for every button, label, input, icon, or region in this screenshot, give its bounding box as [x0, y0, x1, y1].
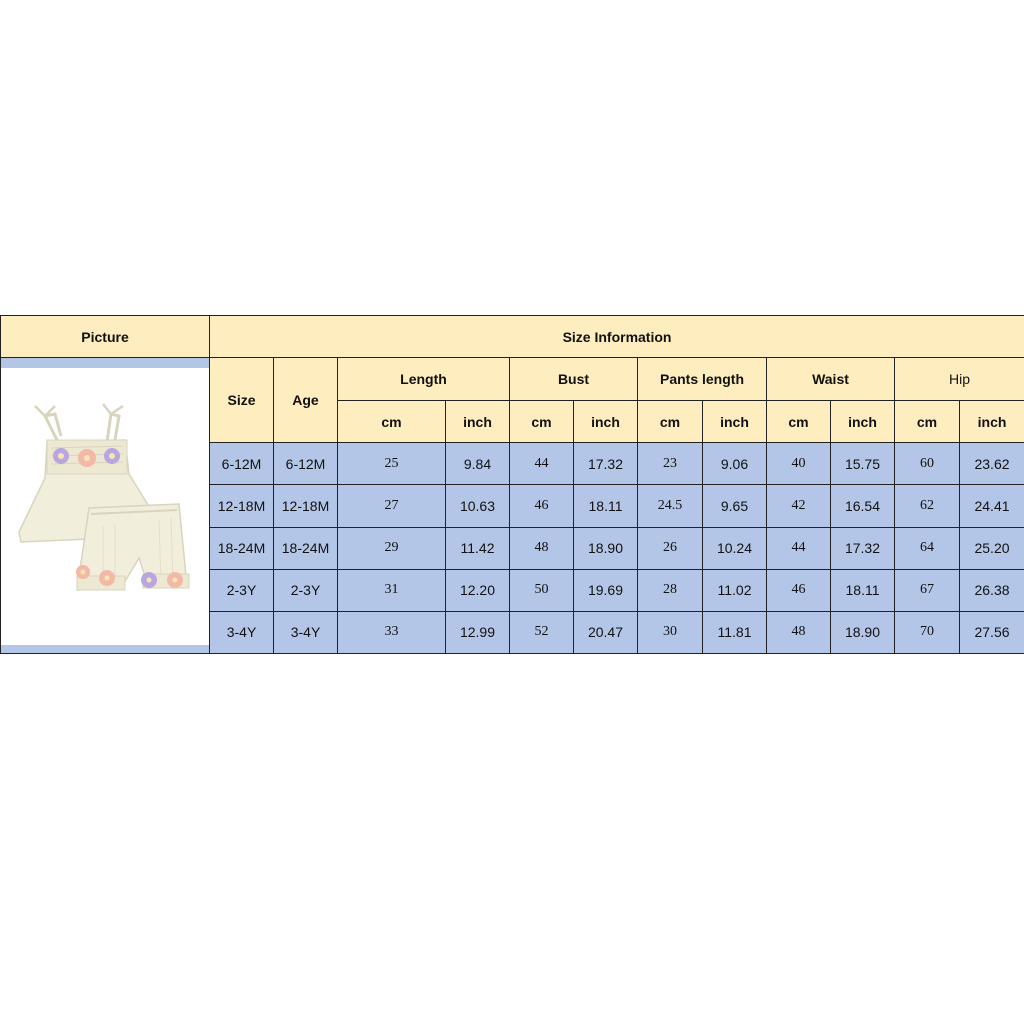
pants-length-inch-header: inch	[703, 401, 767, 443]
hip-cm-header: cm	[895, 401, 960, 443]
length-inch-cell: 12.99	[446, 611, 510, 653]
hip-cm-cell: 62	[895, 485, 960, 527]
waist-cm-cell: 46	[767, 569, 831, 611]
pants-length-cm-cell: 23	[638, 443, 703, 485]
pants-length-inch-cell: 10.24	[703, 527, 767, 569]
hip-cm-cell: 70	[895, 611, 960, 653]
length-inch-cell: 12.20	[446, 569, 510, 611]
flower-pink-1	[78, 449, 96, 467]
picture-band-top	[1, 358, 209, 368]
waist-cm-header: cm	[767, 401, 831, 443]
size-cell: 6-12M	[210, 443, 274, 485]
size-cell: 2-3Y	[210, 569, 274, 611]
bust-inch-cell: 18.11	[574, 485, 638, 527]
size-chart-table	[0, 315, 1024, 654]
bust-inch-cell: 18.90	[574, 527, 638, 569]
flower-pink-4	[167, 572, 183, 588]
pants-length-cm-header: cm	[638, 401, 703, 443]
age-cell: 12-18M	[274, 485, 338, 527]
hip-inch-cell: 24.41	[960, 485, 1024, 527]
waist-group-header: Waist	[767, 358, 895, 401]
hip-inch-cell: 26.38	[960, 569, 1024, 611]
size-chart	[0, 315, 1024, 654]
waist-inch-cell: 17.32	[831, 527, 895, 569]
pants-length-inch-cell: 11.02	[703, 569, 767, 611]
waist-cm-cell: 42	[767, 485, 831, 527]
bust-inch-cell: 19.69	[574, 569, 638, 611]
pants-length-group-header: Pants length	[638, 358, 767, 401]
pants-length-cm-cell: 28	[638, 569, 703, 611]
age-cell: 2-3Y	[274, 569, 338, 611]
length-inch-cell: 10.63	[446, 485, 510, 527]
bust-cm-cell: 46	[510, 485, 574, 527]
flower-purple-1	[53, 448, 69, 464]
size-cell: 3-4Y	[210, 611, 274, 653]
baby-outfit-image	[11, 396, 199, 646]
waist-inch-cell: 18.90	[831, 611, 895, 653]
bust-cm-header: cm	[510, 401, 574, 443]
hip-inch-cell: 27.56	[960, 611, 1024, 653]
waist-inch-cell: 15.75	[831, 443, 895, 485]
waist-cm-cell: 40	[767, 443, 831, 485]
pants-length-cm-cell: 30	[638, 611, 703, 653]
hip-inch-header: inch	[960, 401, 1024, 443]
picture-header: Picture	[1, 316, 210, 358]
bust-inch-cell: 17.32	[574, 443, 638, 485]
pants-length-cm-cell: 26	[638, 527, 703, 569]
age-column-header: Age	[274, 358, 338, 443]
length-group-header: Length	[338, 358, 510, 401]
picture-band-bottom	[1, 645, 209, 653]
product-picture-cell	[1, 358, 210, 654]
waist-cm-cell: 48	[767, 611, 831, 653]
hip-cm-cell: 60	[895, 443, 960, 485]
length-cm-header: cm	[338, 401, 446, 443]
waist-cm-cell: 44	[767, 527, 831, 569]
waist-inch-cell: 16.54	[831, 485, 895, 527]
length-cm-cell: 33	[338, 611, 446, 653]
title-row	[1, 316, 1024, 358]
age-cell: 6-12M	[274, 443, 338, 485]
flower-pink-2	[76, 565, 90, 579]
age-cell: 3-4Y	[274, 611, 338, 653]
pants-length-inch-cell: 9.06	[703, 443, 767, 485]
hip-cm-cell: 64	[895, 527, 960, 569]
bust-cm-cell: 52	[510, 611, 574, 653]
pants-length-inch-cell: 9.65	[703, 485, 767, 527]
bust-cm-cell: 44	[510, 443, 574, 485]
size-cell: 12-18M	[210, 485, 274, 527]
size-cell: 18-24M	[210, 527, 274, 569]
bust-group-header: Bust	[510, 358, 638, 401]
hip-inch-cell: 25.20	[960, 527, 1024, 569]
flower-pink-3	[99, 570, 115, 586]
bust-inch-header: inch	[574, 401, 638, 443]
hip-inch-cell: 23.62	[960, 443, 1024, 485]
bust-inch-cell: 20.47	[574, 611, 638, 653]
pants-length-inch-cell: 11.81	[703, 611, 767, 653]
bust-cm-cell: 48	[510, 527, 574, 569]
group-header-row	[1, 358, 1024, 401]
pants-length-cm-cell: 24.5	[638, 485, 703, 527]
age-cell: 18-24M	[274, 527, 338, 569]
size-column-header: Size	[210, 358, 274, 443]
length-cm-cell: 31	[338, 569, 446, 611]
bust-cm-cell: 50	[510, 569, 574, 611]
waist-inch-header: inch	[831, 401, 895, 443]
length-cm-cell: 29	[338, 527, 446, 569]
flower-purple-3	[141, 572, 157, 588]
length-cm-cell: 27	[338, 485, 446, 527]
length-inch-cell: 9.84	[446, 443, 510, 485]
flower-purple-2	[104, 448, 120, 464]
waist-inch-cell: 18.11	[831, 569, 895, 611]
hip-group-header: Hip	[895, 358, 1024, 401]
length-inch-cell: 11.42	[446, 527, 510, 569]
length-cm-cell: 25	[338, 443, 446, 485]
length-inch-header: inch	[446, 401, 510, 443]
size-information-header: Size Information	[210, 316, 1024, 358]
hip-cm-cell: 67	[895, 569, 960, 611]
